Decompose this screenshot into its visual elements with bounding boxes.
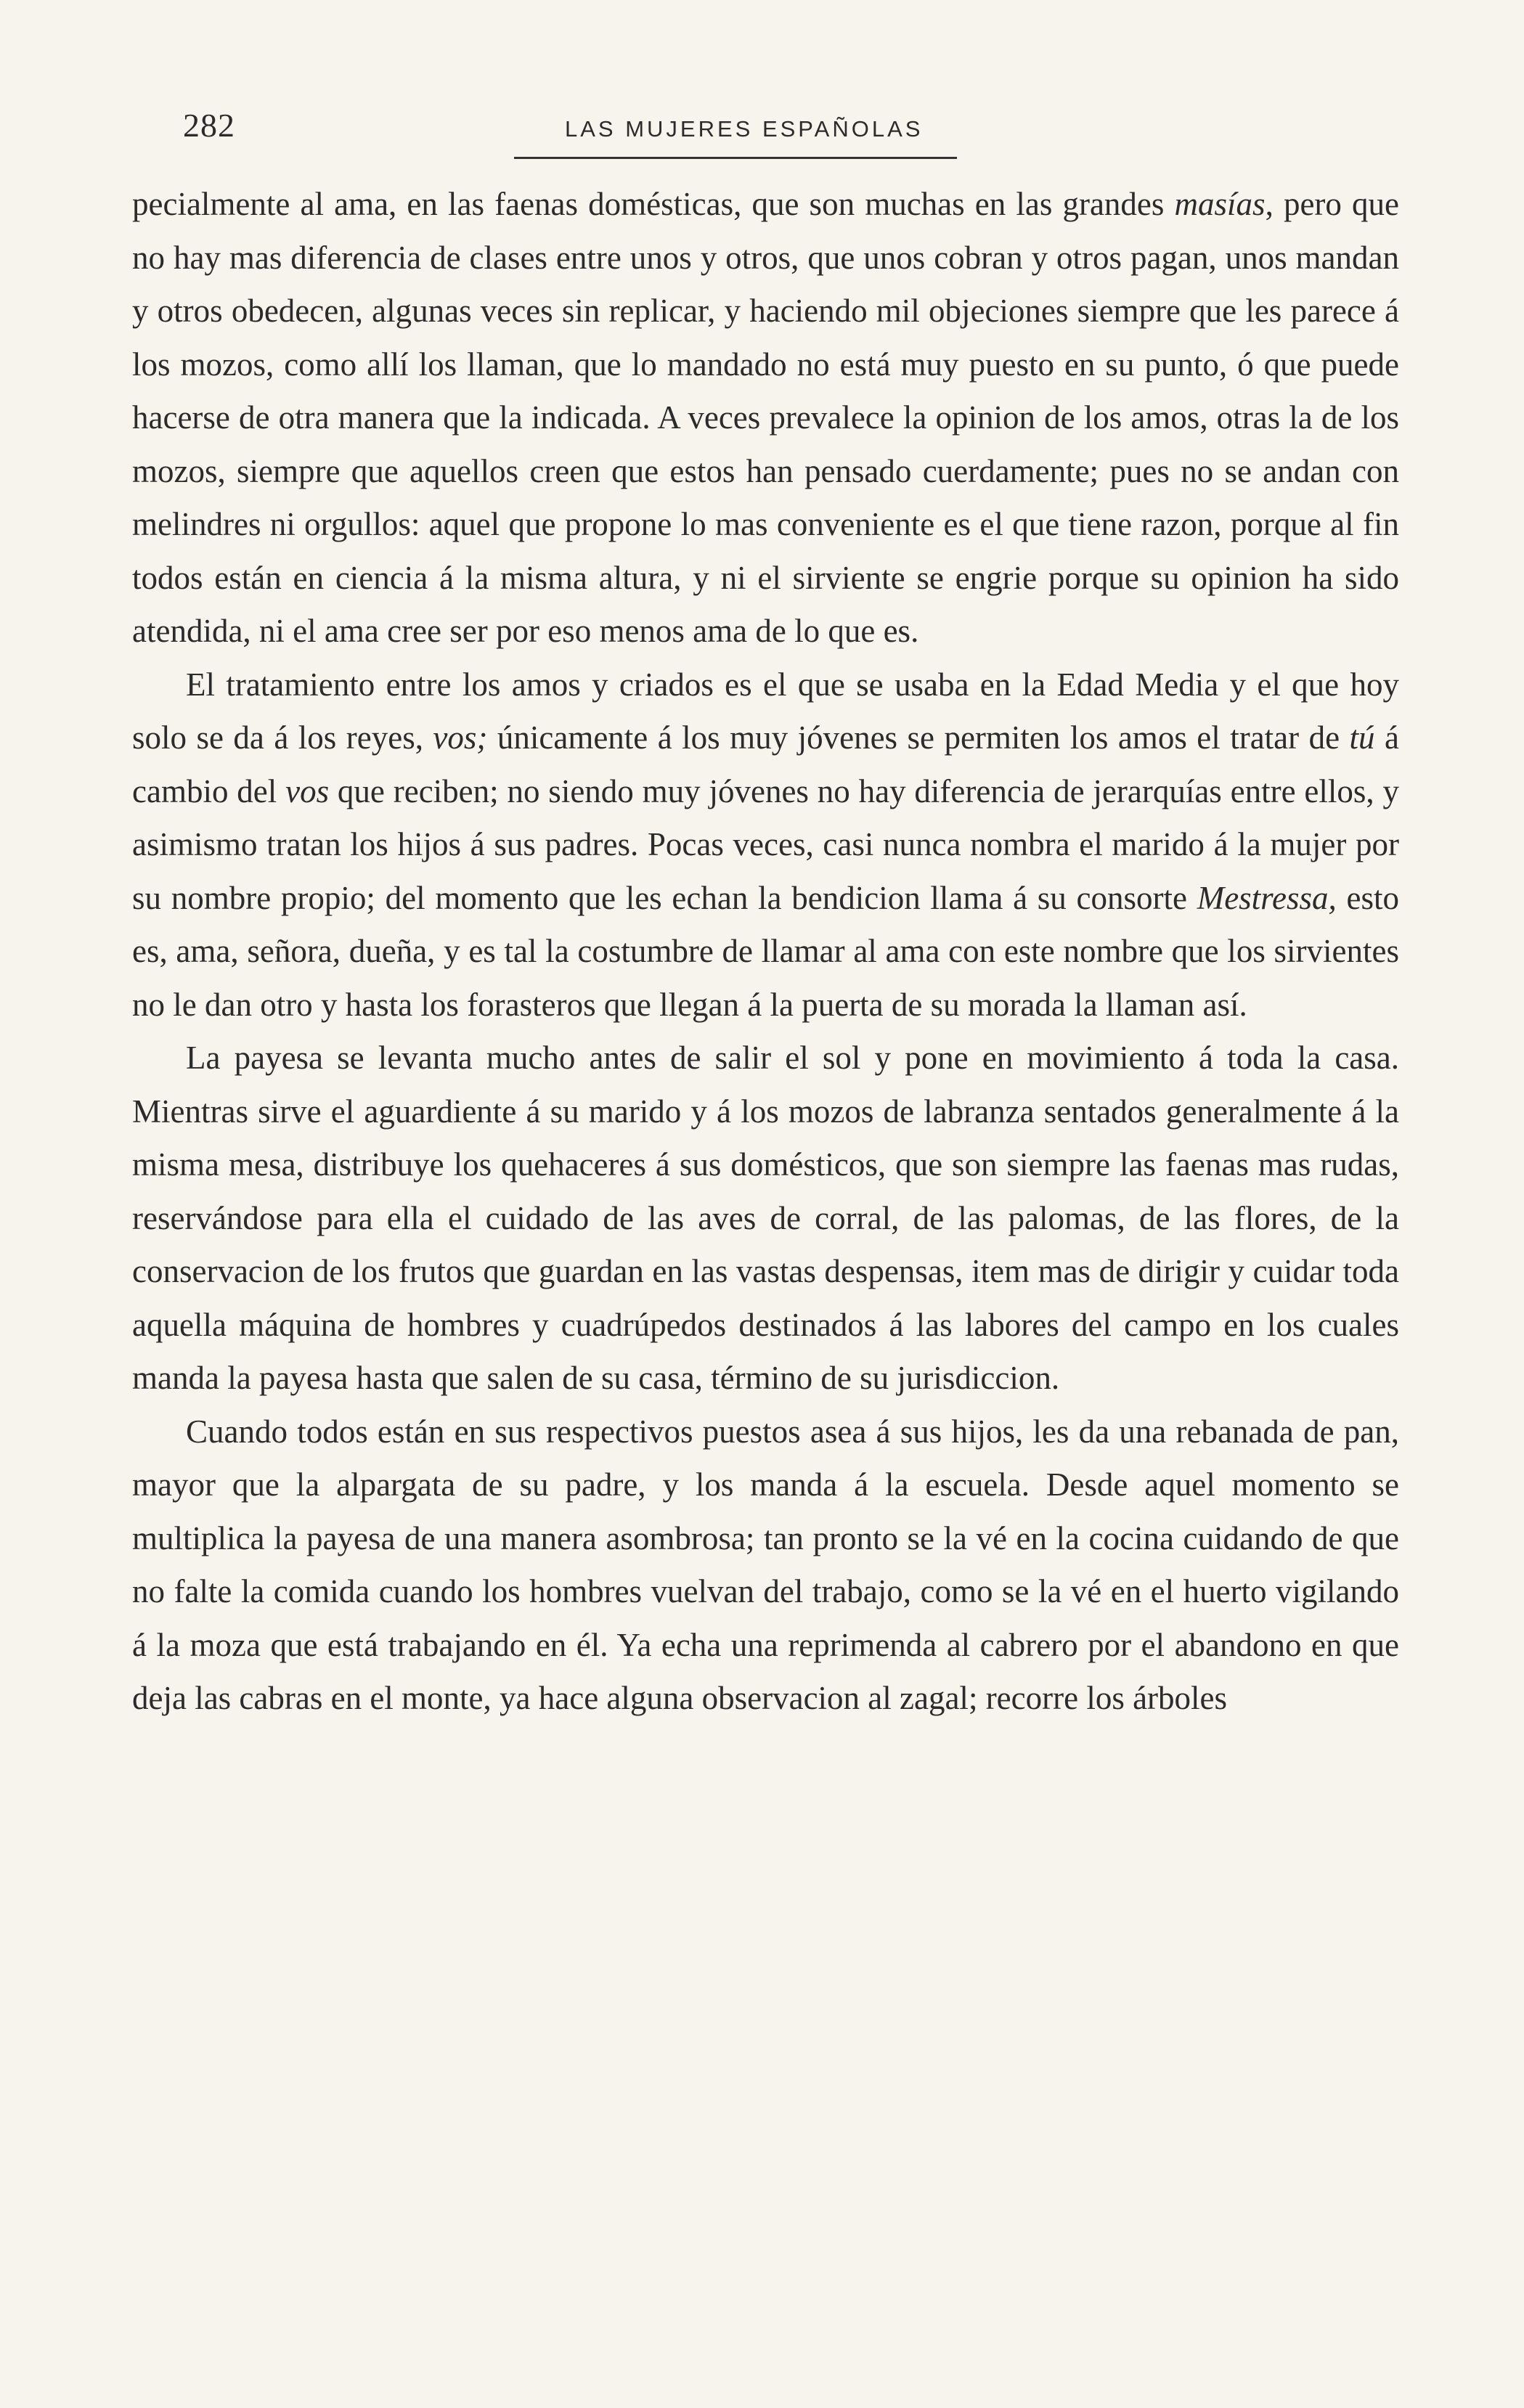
- text-run: La payesa se levanta mucho antes de salir el sol y pone en movimiento á toda la casa. Mientras sirve el aguardiente á su marido y á los mozos de labranza sentados generalmente á la misma mesa, distribuye los quehaceres á sus domésticos, que son siempre las faenas mas rudas, reservándose para ella el cuidado de las aves de corral, de las palomas, de las flores, de la conservacion de los frutos que guardan en las vastas despensas, item mas de dirigir y cuidar toda aquella máquina de hombres y cuadrúpedos destinados á las labores del campo en los cuales manda la payesa hasta que salen de su casa, término de su jurisdiccion.: [132, 1040, 1399, 1396]
- running-head: [168, 102, 1403, 160]
- page-number: 282: [183, 107, 235, 144]
- text-run: El tratamiento entre los amos y criados es el que se usaba en la Edad Media y el que hoy solo se da á los reyes,: [132, 666, 1399, 756]
- text-run: pecialmente al ama, en las faenas domésticas, que son muchas en las grandes: [132, 186, 1175, 222]
- text-run: únicamente á los muy jóvenes se permiten los amos el tratar de: [487, 719, 1350, 756]
- paragraph-2: [132, 658, 1399, 1032]
- italic-term: vos: [285, 772, 330, 809]
- italic-term: masías: [1174, 186, 1266, 222]
- paragraph-3: [132, 1032, 1399, 1405]
- running-title: LAS MUJERES ESPAÑOLAS: [565, 116, 924, 142]
- text-run: esto es, ama, señora, dueña, y es tal la costumbre de llamar al ama con este nombre que los sirvientes no le dan otro y hasta los forasteros que llegan á la puerta de su morada la llaman así.: [132, 879, 1399, 1023]
- text-run: Cuando todos están en sus respectivos puestos asea á sus hijos, les da una rebanada de pan, mayor que la alpargata de su padre, y los manda á la escuela. Desde aquel momento se multiplica la payesa de una manera asombrosa; tan pronto se la vé en la cocina cuidando de que no falte la comida cuando los hombres vuelvan del trabajo, como se la vé en el huerto vigilando á la moza que está trabajando en él. Ya echa una reprimenda al cabrero por el abandono en que deja las cabras en el monte, ya hace alguna observacion al zagal; recorre los árboles: [132, 1413, 1399, 1716]
- header-rule: [514, 157, 957, 159]
- italic-term: Mestressa,: [1197, 879, 1337, 916]
- italic-term: tú: [1349, 719, 1375, 756]
- italic-term: vos;: [433, 719, 488, 756]
- text-run: á cambio del: [132, 719, 1399, 809]
- text-run: , pero que no hay mas diferencia de clases entre unos y otros, que unos cobran y otros pagan, unos mandan y otros obedecen, algunas veces sin replicar, y haciendo mil objeciones siempre que les parece á los mozos, como allí los llaman, que lo mandado no está muy puesto en su punto, ó que puede hacerse de otra manera que la indicada. A veces prevalece la opinion de los amos, otras la de los mozos, siempre que aquellos creen que estos han pensado cuerdamente; pues no se andan con melindres ni orgullos: aquel que propone lo mas conveniente es el que tiene razon, porque al fin todos están en ciencia á la misma altura, y ni el sirviente se engrie porque su opinion ha sido atendida, ni el ama cree ser por eso menos ama de lo que es.: [132, 186, 1399, 649]
- body-text: [132, 178, 1399, 1726]
- paragraph-1: [132, 178, 1399, 658]
- text-run: que reciben; no siendo muy jóvenes no hay diferencia de jerarquías entre ellos, y asimismo tratan los hijos á sus padres. Pocas veces, casi nunca nombra el marido á la mujer por su nombre propio; del momento que les echan la bendicion llama á su consorte: [132, 772, 1399, 916]
- paragraph-4: [132, 1405, 1399, 1726]
